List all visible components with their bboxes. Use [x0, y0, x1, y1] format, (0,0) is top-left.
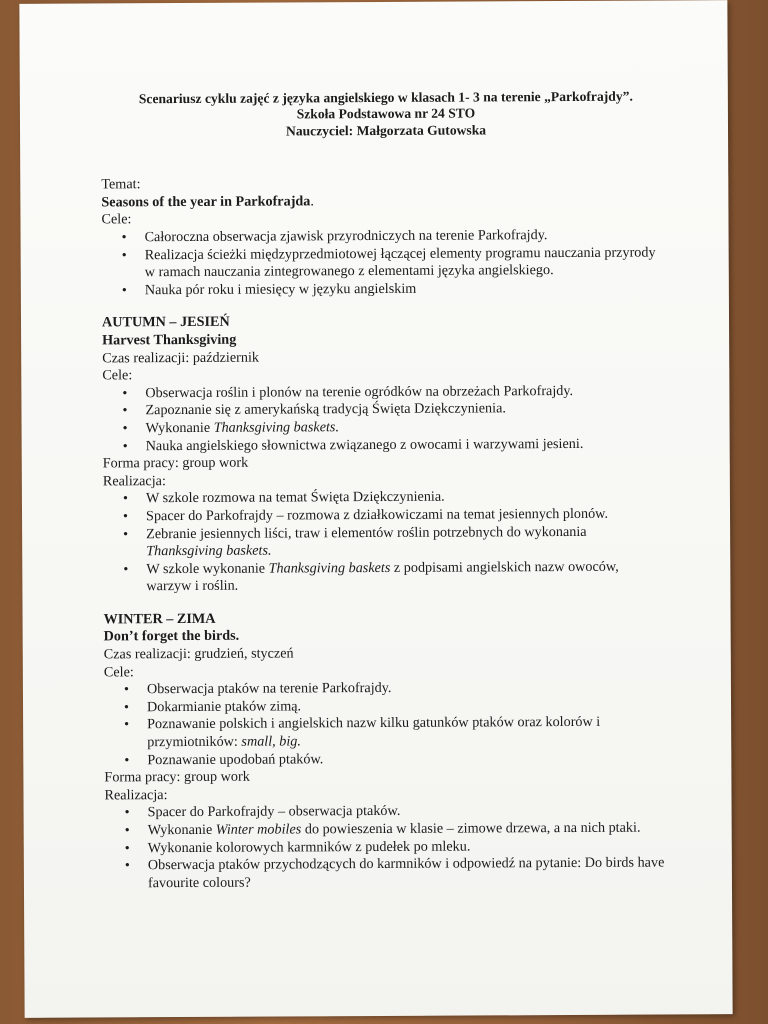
list-item: • Spacer do Parkofrajdy – obserwacja ptaków. — [105, 802, 665, 823]
item-text: Poznawanie polskich i angielskich nazw kilku gatunków ptaków oraz kolorów i przymiotników: — [147, 714, 601, 751]
list-item — [103, 523, 663, 561]
intro-cele-label: Cele: — [101, 211, 132, 228]
autumn-forma: Forma pracy: group work — [102, 454, 249, 472]
document-content — [101, 89, 665, 893]
list-item — [104, 714, 664, 752]
item-text: z podpisami angielskich nazw owoców, warzyw i roślin. — [146, 558, 619, 595]
winter-cele-list — [104, 679, 664, 770]
list-item: • Dokarmianie ptaków zimą. — [104, 696, 664, 717]
item-text: W szkole wykonanie — [146, 560, 269, 577]
temat-label: Temat: — [101, 176, 141, 193]
list-item: • Nauka pór roku i miesięcy w języku angielskim — [102, 279, 662, 300]
header-title: Scenariusz cyklu zajęć z języka angielskiego w klasach 1- 3 na terenie „Parkofrajdy”. — [138, 88, 633, 107]
item-text: Wykonanie — [145, 419, 214, 437]
temat-title-text: Seasons of the year in Parkofrajda — [101, 193, 311, 211]
list-item: • W szkole rozmowa na temat Święta Dziękczynienia. — [103, 488, 663, 509]
item-text: Wykonanie — [147, 821, 216, 839]
intro-cele-list — [102, 227, 662, 300]
list-item: • Realizacja ścieżki międzyprzedmiotowej łączącej elementy programu nauczania przyrody w ramach nauczania zintegrowanego z elementami języka angielskiego. — [102, 244, 662, 282]
list-item: • Zapoznanie się z amerykańską tradycją Święta Dziękczynienia. — [102, 400, 662, 421]
autumn-realizacja-list — [103, 488, 664, 596]
autumn-czas: Czas realizacji: październik — [102, 349, 260, 366]
winter-heading: WINTER – ZIMA — [103, 610, 216, 628]
item-italic: Thanksgiving baskets. — [213, 419, 340, 436]
list-item: • Poznawanie upodobań ptaków. — [104, 749, 664, 770]
winter-subtitle: Don’t forget the birds. — [103, 628, 240, 645]
list-item: • Nauka angielskiego słownictwa związanego z owocami i warzywami jesieni. — [103, 435, 663, 456]
autumn-cele-label: Cele: — [102, 367, 133, 384]
winter-realizacja-label: Realizacja: — [104, 786, 168, 804]
autumn-heading: AUTUMN – JESIEŃ — [101, 314, 230, 331]
autumn-realizacja-label: Realizacja: — [102, 472, 166, 490]
item-text: do powieszenia w klasie – zimowe drzewa, a na nich ptaki. — [301, 819, 641, 838]
list-item: • Obserwacja roślin i plonów na terenie ogródków na obrzeżach Parkofrajdy. — [102, 382, 662, 403]
document-header — [111, 89, 661, 141]
winter-forma: Forma pracy: group work — [104, 768, 250, 786]
list-item: • Obserwacja ptaków przychodzących do karmników i odpowiedź na pytanie: Do birds have favourite colours? — [105, 855, 665, 893]
temat-title-dot: . — [310, 193, 314, 210]
item-italic: Thanksgiving baskets. — [146, 542, 272, 560]
header-teacher: Nauczyciel: Małgorzata Gutowska — [285, 122, 487, 139]
winter-czas: Czas realizacji: grudzień, styczeń — [103, 645, 294, 663]
item-italic: Winter mobiles — [215, 821, 302, 838]
winter-realizacja-list — [105, 802, 665, 893]
list-item: • Całoroczna obserwacja zjawisk przyrodniczych na terenie Parkofrajdy. — [102, 227, 662, 248]
list-item: • Obserwacja ptaków na terenie Parkofrajdy. — [104, 679, 664, 700]
item-italic: small, big. — [241, 733, 301, 750]
header-school: Szkoła Podstawowa nr 24 STO — [296, 105, 476, 122]
list-item — [103, 558, 663, 596]
item-italic: Thanksgiving baskets — [268, 559, 391, 577]
item-text: Zebranie jesiennych liści, traw i elementów roślin potrzebnych do wykonania — [146, 523, 587, 542]
autumn-subtitle: Harvest Thanksgiving — [102, 331, 237, 349]
autumn-cele-list — [102, 382, 662, 455]
list-item: • Wykonanie kolorowych karmników z pudełek po mleku. — [105, 837, 665, 858]
document-page — [19, 0, 732, 1018]
list-item: • Spacer do Parkofrajdy – rozmowa z działkowiczami na temat jesiennych plonów. — [103, 505, 663, 526]
winter-cele-label: Cele: — [103, 663, 134, 681]
